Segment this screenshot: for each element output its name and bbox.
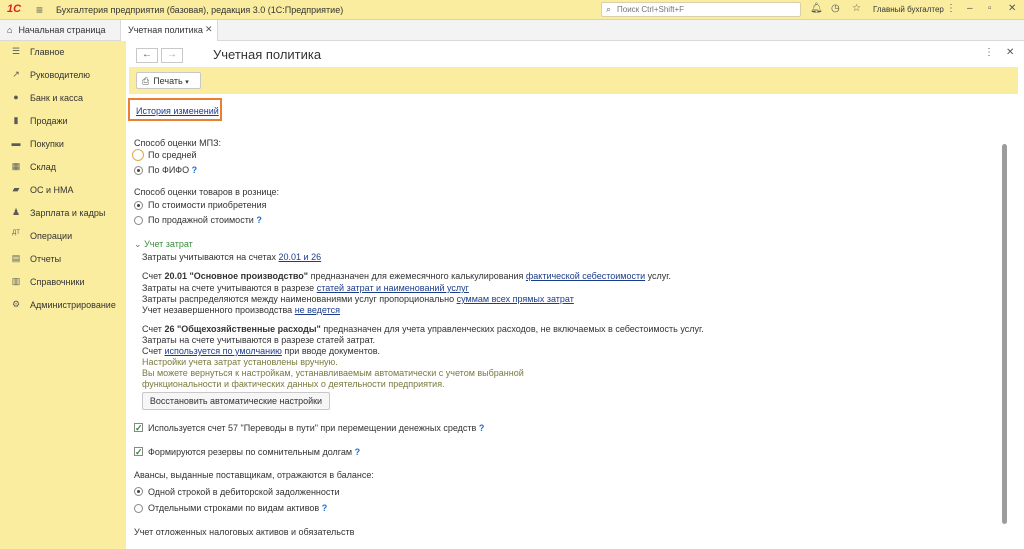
retail-option-sale-row[interactable]	[148, 215, 262, 225]
advances-option-single-label[interactable]: Одной строкой в дебиторской задолженности	[148, 487, 340, 497]
costs-section-title: Учет затрат	[144, 239, 193, 249]
scrollbar[interactable]	[1002, 144, 1007, 524]
costs-p1	[142, 271, 671, 281]
print-label: Печать	[153, 76, 183, 86]
sidebar-item-purchases[interactable]	[0, 133, 126, 155]
advances-option-separate-label: Отдельными строками по видам активов	[148, 503, 320, 513]
p7-suffix: при вводе документов.	[284, 346, 381, 356]
sidebar-item-assets[interactable]	[0, 179, 126, 201]
p1-bold: 20.01 "Основное производство"	[164, 271, 309, 281]
sidebar-item-references[interactable]	[0, 271, 126, 293]
reserves-checkbox[interactable]: ✓	[135, 447, 143, 457]
retail-option-cost-label[interactable]: По стоимости приобретения	[148, 200, 267, 210]
costs-p2	[142, 283, 469, 293]
cost-items-link[interactable]: статей затрат и наименований услуг	[316, 283, 469, 293]
retail-label: Способ оценки товаров в рознице:	[134, 187, 280, 197]
book-icon: ▥	[11, 276, 21, 286]
sidebar-item-bank[interactable]	[0, 87, 126, 109]
mpz-option-fifo-label: По ФИФО	[148, 165, 190, 175]
mpz-option-average-radio[interactable]	[132, 149, 144, 161]
history-highlight	[128, 98, 222, 121]
chart-line-icon: ↗	[12, 69, 20, 79]
search-box[interactable]	[601, 2, 801, 17]
p3-text: Затраты распределяются между наименованиями услуг пропорционально	[142, 294, 455, 304]
sidebar-item-main[interactable]	[0, 41, 126, 63]
p1-suffix: услуг.	[647, 271, 671, 281]
sidebar-item-label: Склад	[30, 162, 57, 172]
history-icon[interactable]: ◷	[831, 3, 840, 14]
advances-option-separate-row[interactable]	[148, 503, 327, 513]
tab-bar	[0, 20, 1024, 41]
minimize-icon[interactable]: –	[967, 3, 973, 14]
p1-prefix: Счет	[142, 271, 162, 281]
tab-accounting-policy[interactable]	[120, 20, 218, 42]
help-icon[interactable]: ?	[256, 215, 262, 225]
sidebar-item-label: Отчеты	[30, 254, 62, 264]
p4-text: Учет незавершенного производства	[142, 305, 293, 315]
person-icon: ♟	[11, 207, 21, 217]
help-icon[interactable]: ?	[478, 423, 485, 433]
costs-p7	[142, 346, 380, 356]
actual-cost-link[interactable]: фактической себестоимости	[525, 271, 646, 281]
printer-icon: ⎙	[142, 76, 150, 86]
sidebar-item-operations[interactable]	[0, 225, 126, 247]
user-name[interactable]: Главный бухгалтер	[873, 5, 944, 14]
coin-icon: ●	[13, 92, 19, 102]
help-icon[interactable]: ?	[321, 503, 328, 513]
p5-bold: 26 "Общехозяйственные расходы"	[164, 324, 321, 334]
costs-accounts-text: Затраты учитываются на счетах	[142, 252, 277, 262]
sidebar-item-label: Справочники	[30, 277, 85, 287]
mpz-label: Способ оценки МПЗ:	[134, 138, 222, 148]
chevron-down-icon: ▾	[185, 79, 189, 86]
wip-link[interactable]: не ведется	[294, 305, 341, 315]
title-bar	[0, 0, 1024, 20]
costs-note-1: Настройки учета затрат установлены вручную.	[142, 357, 338, 367]
command-bar	[129, 67, 1018, 94]
account-57-label: Используется счет 57 "Переводы в пути" при перемещении денежных средств	[148, 423, 477, 433]
costs-accounts-link[interactable]: 20.01 и 26	[278, 252, 322, 262]
retail-option-sale-radio[interactable]	[134, 216, 143, 225]
costs-p5	[142, 324, 704, 334]
p7-text: Счет	[142, 346, 162, 356]
costs-p6: Затраты на счете учитываются в разрезе статей затрат.	[142, 335, 376, 345]
star-icon[interactable]: ☆	[852, 3, 861, 14]
print-button[interactable]	[136, 72, 201, 89]
costs-p4	[142, 305, 340, 315]
costs-section-toggle[interactable]	[134, 239, 193, 250]
truck-icon: ▰	[12, 184, 20, 194]
sidebar-item-label: Продажи	[30, 116, 68, 126]
costs-note-3: функциональности и фактических данных о деятельности предприятия.	[142, 379, 445, 389]
sidebar-item-warehouse[interactable]	[0, 156, 126, 178]
sidebar-item-label: Администрирование	[30, 300, 116, 310]
app-title: Бухгалтерия предприятия (базовая), редакция 3.0 (1С:Предприятие)	[56, 5, 344, 15]
warehouse-icon: ▦	[11, 161, 21, 171]
close-tab-icon[interactable]: ✕	[205, 24, 213, 34]
costs-note-2: Вы можете вернуться к настройкам, устанавливаемым автоматически с учетом выбранной	[142, 368, 524, 378]
p5-text: предназначен для учета управленческих расходов, не включаемых в себестоимость услуг.	[323, 324, 704, 334]
sidebar-item-label: Операции	[30, 231, 73, 241]
home-icon: ⌂	[7, 25, 13, 35]
deferred-tax-label: Учет отложенных налоговых активов и обязательств	[134, 527, 355, 537]
account-57-checkbox[interactable]: ✓	[135, 423, 143, 433]
help-icon[interactable]: ?	[354, 447, 361, 457]
sidebar-item-sales[interactable]	[0, 110, 126, 132]
direct-costs-link[interactable]: суммам всех прямых затрат	[456, 294, 574, 304]
costs-p3	[142, 294, 574, 304]
account-57-row[interactable]	[148, 423, 484, 433]
tab-home-label: Начальная страница	[18, 25, 106, 35]
sidebar-item-salary[interactable]	[0, 202, 126, 224]
settings-icon[interactable]: ⋮	[946, 3, 956, 14]
sidebar-item-manager[interactable]	[0, 64, 126, 86]
advances-option-separate-radio[interactable]	[134, 504, 143, 513]
close-icon[interactable]: ✕	[1006, 47, 1015, 58]
tab-active-label: Учетная политика	[128, 25, 203, 35]
sidebar-item-reports[interactable]	[0, 248, 126, 270]
sidebar-item-label: Главное	[30, 47, 65, 57]
sidebar-item-label: Зарплата и кадры	[30, 208, 106, 218]
p5-prefix: Счет	[142, 324, 162, 334]
sidebar-item-label: ОС и НМА	[30, 185, 74, 195]
retail-option-cost-radio[interactable]	[134, 201, 143, 210]
operations-icon: ДТ	[12, 230, 20, 236]
app-logo: 1С	[7, 3, 22, 15]
sidebar-item-admin[interactable]	[0, 294, 126, 316]
report-icon: ▤	[11, 253, 21, 263]
basket-icon: ▬	[11, 138, 21, 148]
mpz-option-fifo-radio[interactable]	[134, 166, 143, 175]
bell-icon[interactable]: 🔔︎	[810, 3, 823, 14]
retail-option-sale-label: По продажной стоимости	[148, 215, 254, 225]
reserves-row[interactable]	[148, 447, 360, 457]
advances-label: Авансы, выданные поставщикам, отражаются в балансе:	[134, 470, 374, 480]
sidebar-item-label: Руководителю	[30, 70, 91, 80]
tab-home[interactable]	[0, 20, 114, 41]
p2-text: Затраты на счете учитываются в разрезе	[142, 283, 315, 293]
list-icon: ☰	[11, 46, 21, 56]
p1-text: предназначен для ежемесячного калькулирования	[310, 271, 524, 281]
reserves-label: Формируются резервы по сомнительным долгам	[148, 447, 353, 457]
sidebar-item-label: Банк и касса	[30, 93, 83, 103]
search-icon: ⌕	[606, 4, 612, 14]
maximize-icon[interactable]: ▫	[988, 3, 992, 14]
default-use-link[interactable]: используется по умолчанию	[164, 346, 282, 356]
advances-option-single-radio[interactable]	[134, 487, 143, 496]
back-button[interactable]: ←	[136, 48, 158, 63]
sidebar	[0, 41, 126, 549]
sidebar-item-label: Покупки	[30, 139, 64, 149]
history-link[interactable]: История изменений	[136, 106, 219, 116]
search-input[interactable]	[617, 4, 797, 15]
bag-icon: ▮	[13, 115, 19, 125]
costs-accounts-line	[142, 252, 321, 262]
help-icon[interactable]: ?	[191, 165, 198, 175]
more-icon[interactable]: ⋮	[984, 47, 994, 58]
chevron-down-icon: ⌄	[134, 239, 142, 249]
close-window-icon[interactable]: ✕	[1008, 3, 1017, 14]
forward-button[interactable]: →	[161, 48, 183, 63]
mpz-option-fifo-row[interactable]	[148, 165, 197, 175]
menu-icon[interactable]: ≡	[36, 3, 44, 17]
page-title: Учетная политика	[213, 47, 322, 62]
gear-icon: ⚙	[11, 299, 21, 309]
form-area	[126, 41, 1024, 549]
restore-settings-button[interactable]: Восстановить автоматические настройки	[142, 392, 330, 410]
mpz-option-average-label[interactable]: По средней	[148, 150, 197, 160]
